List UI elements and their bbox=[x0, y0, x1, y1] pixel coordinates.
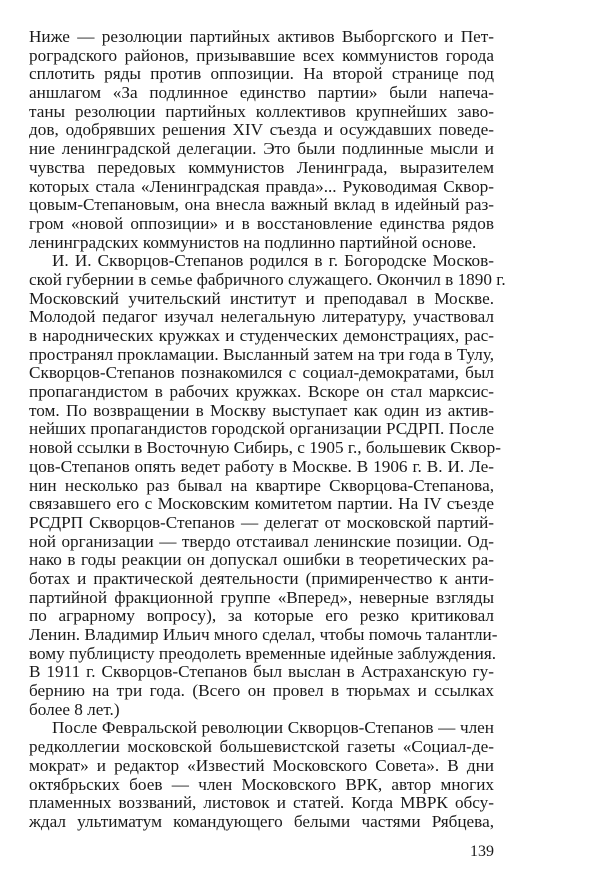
text-line: ной организации — твердо отстаивал ленинские позиции. Од- bbox=[29, 531, 494, 551]
text-line: партийной фракционной группе «Вперед», неверные взгляды bbox=[29, 587, 494, 607]
text-line: таны резолюции партийных коллективов крупнейших заво- bbox=[29, 101, 494, 121]
text-line: связавшего его с Московским комитетом партии. На IV съезде bbox=[29, 494, 494, 514]
text-line: пространял прокламации. Высланный затем на три года в Тулу, bbox=[29, 344, 494, 364]
paragraph bbox=[29, 251, 506, 719]
text-line: пропагандистом в рабочих кружках. Вскоре он стал марксис- bbox=[29, 382, 494, 402]
text-line: роградского районов, призывавшие всех коммунистов города bbox=[29, 45, 494, 65]
text-line: ждал ультиматум командующего белыми частями Рябцева, bbox=[29, 811, 494, 831]
text-line: по аграрному вопросу), за которые его резко критиковал bbox=[29, 606, 494, 626]
text-line: вому публицисту преодолеть временные идейные заблуждения. bbox=[29, 643, 497, 663]
text-line: мократ» и редактор «Известий Московского Совета». В дни bbox=[29, 755, 494, 775]
text-line: гром «новой оппозиции» и в восстановление единства рядов bbox=[29, 213, 494, 233]
text-line: ние ленинградской делегации. Это были подлинные мысли и bbox=[29, 139, 494, 159]
text-line: цов-Степанов опять ведет работу в Москве. В 1906 г. В. И. Ле- bbox=[29, 456, 494, 476]
text-line: которых стала «Ленинградская правда»... Руководимая Сквор- bbox=[29, 176, 494, 196]
text-line: в народнических кружках и студенческих демонстрациях, рас- bbox=[29, 326, 494, 345]
text-line: более 8 лет.) bbox=[29, 699, 120, 719]
text-line: В 1911 г. Скворцов-Степанов был выслан в Астраханскую гу- bbox=[29, 662, 494, 682]
text-line: аншлагом «За подлинное единство партии» были напеча- bbox=[29, 83, 494, 103]
text-line: октябрьских боев — член Московского ВРК, автор многих bbox=[29, 774, 494, 794]
text-line: редколлегии московской большевистской газеты «Социал-де- bbox=[29, 737, 494, 757]
text-line: нако в годы реакции он допускал ошибки в теоретических ра- bbox=[29, 550, 494, 570]
text-line: Московский учительский институт и преподавал в Москве. bbox=[29, 288, 494, 308]
text-line: Скворцов-Степанов познакомился с социал-демократами, был bbox=[29, 363, 494, 383]
text-line: новой ссылки в Восточную Сибирь, с 1905 г., большевик Сквор- bbox=[29, 438, 501, 458]
text-line: цовым-Степановым, она внесла важный вклад в идейный раз- bbox=[29, 195, 494, 215]
paragraph bbox=[29, 28, 494, 252]
text-line: дов, одобрявших решения XIV съезда и осуждавших поведе- bbox=[29, 120, 494, 140]
text-line: нин несколько раз бывал на квартире Скворцова-Степанова, bbox=[29, 475, 494, 495]
text-line: И. И. Скворцов-Степанов родился в г. Богородске Москов- bbox=[52, 251, 494, 271]
text-line: ской губернии в семье фабричного служащего. Окончил в 1890 г. bbox=[29, 269, 506, 289]
text-line: пламенных воззваний, листовок и статей. Когда МВРК обсу- bbox=[29, 793, 494, 813]
text-line: Ниже — резолюции партийных активов Выборгского и Пет- bbox=[29, 27, 494, 46]
page-body-text bbox=[29, 27, 506, 832]
text-line: ботах и практической деятельности (примиренчество к анти- bbox=[29, 568, 494, 588]
text-line: После Февральской революции Скворцов-Степанов — член bbox=[52, 718, 494, 738]
page-number: 139 bbox=[470, 843, 494, 860]
text-line: том. По возвращении в Москву выступает как один из актив- bbox=[29, 400, 494, 420]
text-line: чувства передовых коммунистов Ленинграда, выразителем bbox=[29, 157, 494, 177]
text-line: сплотить ряды против оппозиции. На второй странице под bbox=[29, 64, 494, 84]
text-line: Молодой педагог изучал нелегальную литературу, участвовал bbox=[29, 307, 494, 327]
text-line: РСДРП Скворцов-Степанов — делегат от московской партий- bbox=[29, 512, 494, 532]
paragraph bbox=[29, 719, 494, 831]
text-line: бернию на три года. (Всего он провел в тюрьмах и ссылках bbox=[29, 681, 494, 701]
text-line: ленинградских коммунистов на подлинно партийной основе. bbox=[29, 232, 477, 252]
text-line: Ленин. Владимир Ильич много сделал, чтобы помочь талантли- bbox=[29, 625, 498, 644]
text-line: нейших пропагандистов городской организации РСДРП. После bbox=[29, 419, 494, 439]
